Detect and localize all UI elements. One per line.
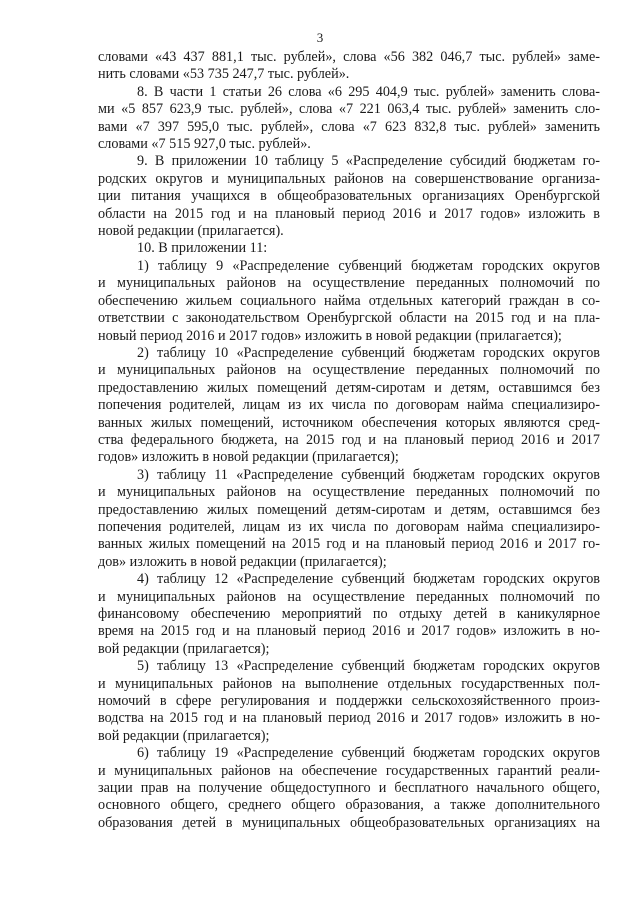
text-line: ответствии с законодательством Оренбургской области на 2015 год и на пла- xyxy=(98,310,600,327)
text-line: дов» изложить в новой редакции (прилагается); xyxy=(98,553,387,570)
text-line: финансовому обеспечению мероприятий по отдыху детей в каникулярное xyxy=(98,606,600,622)
text-line: 2) таблицу 10 «Распределение субвенций бюджетам городских округов xyxy=(137,344,600,361)
text-line: предоставлению жилых помещений детям-сиротам и детям, оставшимся без xyxy=(98,501,600,518)
document-body xyxy=(98,49,600,832)
text-line: время на 2015 год и на плановый период 2016 и 2017 годов» изложить в но- xyxy=(98,623,600,640)
text-line: 3) таблицу 11 «Распределение субвенций бюджетам городских округов xyxy=(137,466,600,483)
text-line: ми «5 857 623,9 тыс. рублей», слова «7 221 063,4 тыс. рублей» заменить сло- xyxy=(98,101,600,118)
text-line: основного общего, среднего общего образования, а также дополнительного xyxy=(98,797,600,814)
text-line: 10. В приложении 11: xyxy=(137,240,268,257)
text-line: новый период 2016 и 2017 годов» изложить в новой редакции (прилагается); xyxy=(98,327,562,344)
text-line: 9. В приложении 10 таблицу 5 «Распределение субсидий бюджетам го- xyxy=(137,153,600,170)
text-line: и муниципальных районов на осуществление переданных полномочий по xyxy=(98,588,600,605)
text-line: годов» изложить в новой редакции (прилагается); xyxy=(98,449,399,466)
text-line: 8. В части 1 статьи 26 слова «6 295 404,9 тыс. рублей» заменить слова- xyxy=(137,83,600,100)
text-line: ства федерального бюджета, на 2015 год и на плановый период 2016 и 2017 xyxy=(98,431,600,448)
text-line: вой редакции (прилагается); xyxy=(98,640,270,657)
text-line: вами «7 397 595,0 тыс. рублей», слова «7 623 832,8 тыс. рублей» заменить xyxy=(98,118,600,135)
text-line: номочий в сфере регулирования и поддержки сельскохозяйственного произ- xyxy=(98,693,600,710)
text-line: словами «7 515 927,0 тыс. рублей». xyxy=(98,136,311,153)
text-line: и муниципальных районов на осуществление переданных полномочий по xyxy=(98,362,600,379)
text-line: новой редакции (прилагается). xyxy=(98,223,284,240)
text-line: ции питания учащихся в общеобразовательных организациях Оренбургской xyxy=(98,188,600,205)
text-line: и муниципальных районов на обеспечение государственных гарантий реали- xyxy=(98,762,600,779)
text-line: обеспечению жильем социального найма отдельных категорий граждан в со- xyxy=(98,292,600,309)
text-line: 6) таблицу 19 «Распределение субвенций бюджетам городских округов xyxy=(137,745,600,762)
text-line: словами «43 437 881,1 тыс. рублей», слова «56 382 046,7 тыс. рублей» заме- xyxy=(98,49,600,65)
text-line: нить словами «53 735 247,7 тыс. рублей». xyxy=(98,66,350,83)
text-line: и муниципальных районов на выполнение отдельных государственных пол- xyxy=(98,675,600,692)
text-line: попечения родителей, лицам из их числа по договорам найма специализиро- xyxy=(98,518,600,535)
text-line: ванных жилых помещений, источником обеспечения которых являются сред- xyxy=(98,414,600,431)
text-line: образования детей в муниципальных общеобразовательных организациях на xyxy=(98,814,600,831)
text-line: области на 2015 год и на плановый период 2016 и 2017 годов» изложить в xyxy=(98,205,600,222)
text-line: попечения родителей, лицам из их числа по договорам найма специализиро- xyxy=(98,397,600,414)
text-line: и муниципальных районов на осуществление переданных полномочий по xyxy=(98,275,600,292)
text-line: вой редакции (прилагается); xyxy=(98,727,270,744)
page-number: 3 xyxy=(316,30,324,45)
text-line: 4) таблицу 12 «Распределение субвенций бюджетам городских округов xyxy=(137,571,600,588)
text-line: и муниципальных районов на осуществление переданных полномочий по xyxy=(98,484,600,501)
text-line: родских округов и муниципальных районов на совершенствование организа- xyxy=(98,170,600,187)
text-line: 5) таблицу 13 «Распределение субвенций бюджетам городских округов xyxy=(137,658,600,675)
text-line: 1) таблицу 9 «Распределение субвенций бюджетам городских округов xyxy=(137,257,600,274)
text-line: ванных жилых помещений на 2015 год и на плановый период 2016 и 2017 го- xyxy=(98,536,600,553)
text-line: водства на 2015 год и на плановый период 2016 и 2017 годов» изложить в но- xyxy=(98,710,600,727)
text-line: зации прав на получение общедоступного и бесплатного начального общего, xyxy=(98,780,600,797)
text-line: предоставлению жилых помещений детям-сиротам и детям, оставшимся без xyxy=(98,379,600,396)
